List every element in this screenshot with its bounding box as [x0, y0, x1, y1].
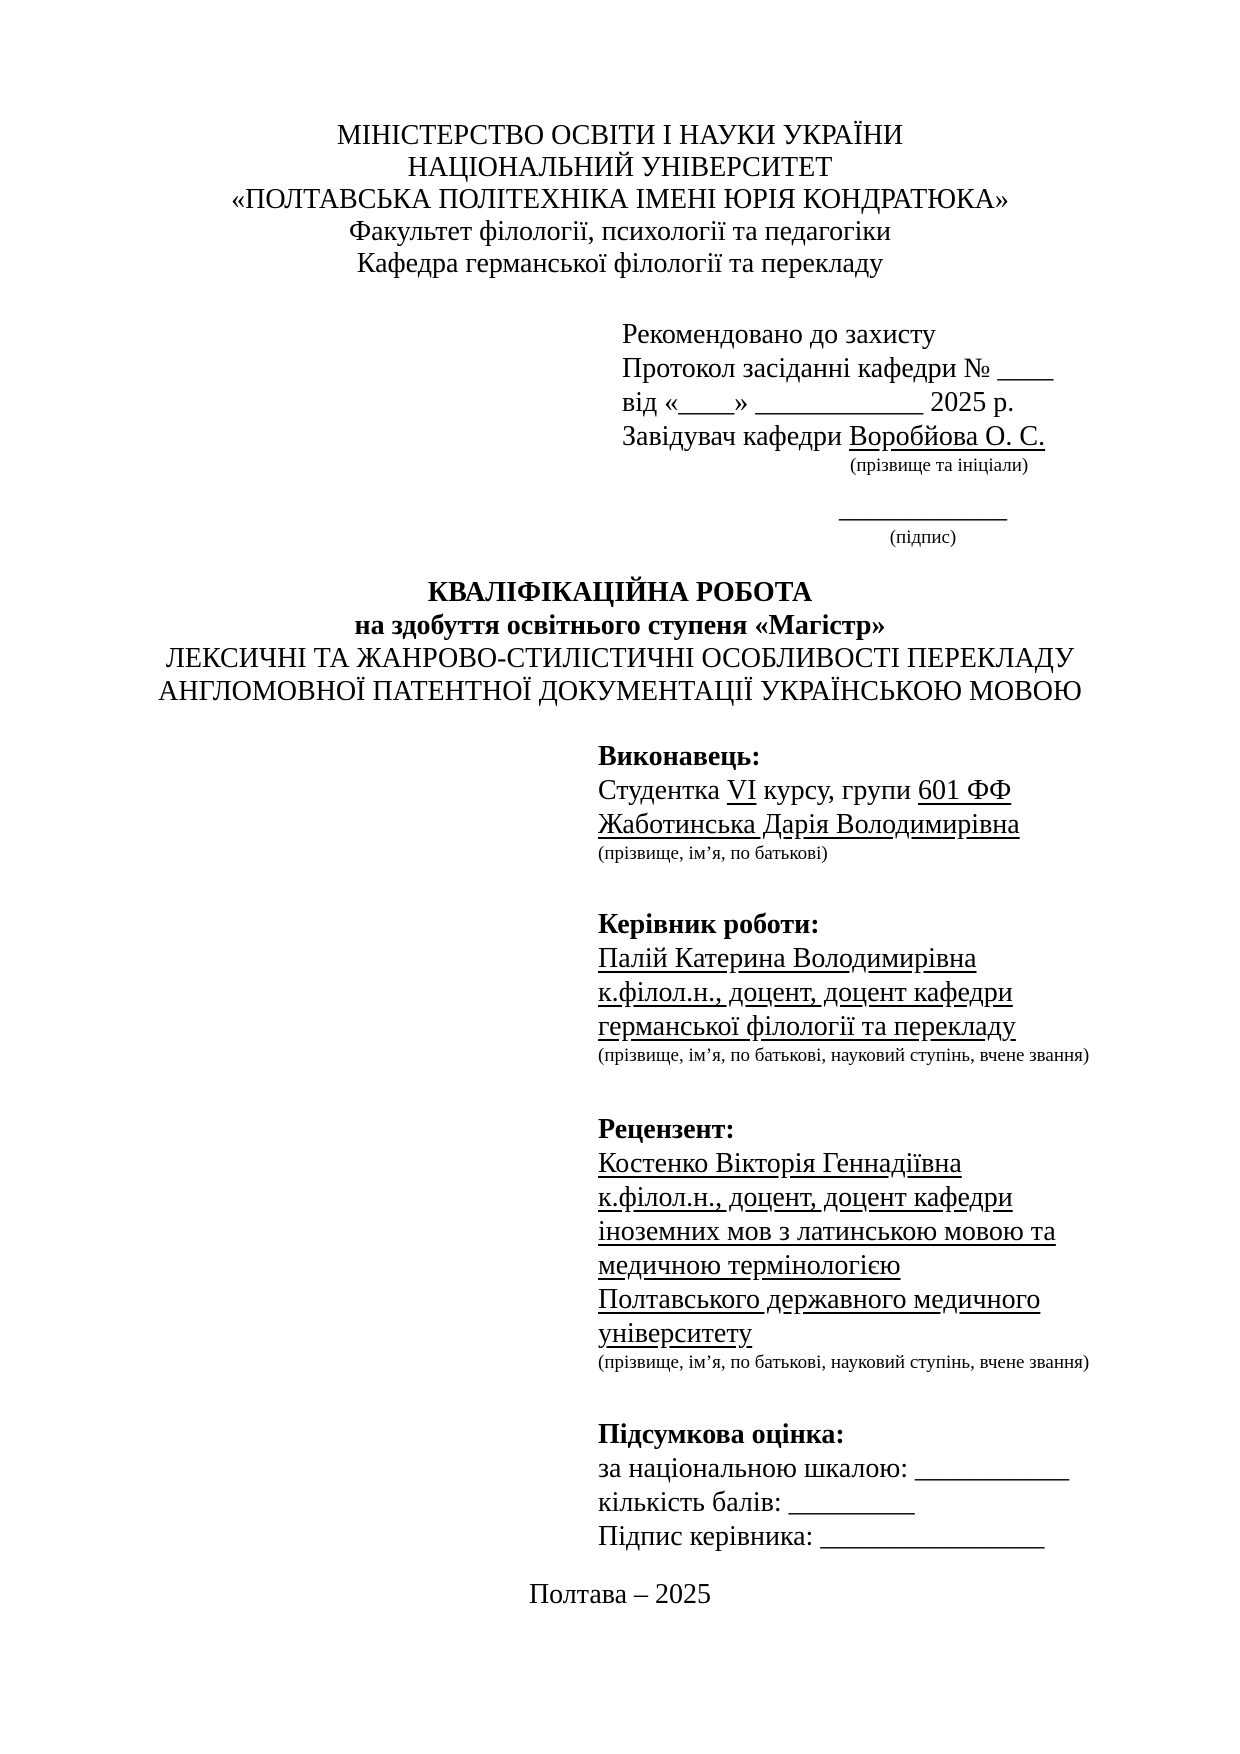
supervisor-label: Керівник роботи: [598, 909, 820, 940]
supervisor-block [598, 908, 1198, 1067]
executor-caption: (прізвище, ім’я, по батькові) [598, 843, 828, 864]
work-type-line: КВАЛІФІКАЦІЙНА РОБОТА [427, 577, 813, 608]
reviewer-department-line-2: медичною термінологією [598, 1250, 901, 1281]
reviewer-block [598, 1113, 1198, 1374]
approval-recommended-line: Рекомендовано до захисту [622, 319, 936, 350]
executor-course-number: VI [726, 775, 757, 806]
university-header [25, 120, 1215, 280]
signature-area [833, 492, 1013, 549]
executor-group-number: 601 ФФ [918, 775, 1012, 806]
reviewer-label: Рецензент: [598, 1114, 735, 1145]
approval-date-line: від «____» ____________ 2025 р. [622, 387, 1015, 418]
executor-name: Жаботинська Дарія Володимирівна [598, 809, 1020, 840]
executor-label: Виконавець: [598, 741, 761, 772]
grade-supervisor-signature-line: Підпис керівника: ________________ [598, 1521, 1045, 1552]
supervisor-degree-line: к.філол.н., доцент, доцент кафедри [598, 977, 1013, 1008]
head-name: Воробйова О. С. [848, 421, 1046, 452]
city-year-footer: Полтава – 2025 [528, 1579, 712, 1610]
supervisor-caption: (прізвище, ім’я, по батькові, науковий ступінь, вчене звання) [598, 1045, 1090, 1066]
reviewer-university-line-1: Полтавського державного медичного [598, 1284, 1041, 1315]
approval-protocol-line: Протокол засіданні кафедри № ____ [622, 353, 1054, 384]
university-line: НАЦІОНАЛЬНИЙ УНІВЕРСИТЕТ [407, 152, 833, 183]
reviewer-name: Костенко Вікторія Геннадіївна [598, 1148, 962, 1179]
faculty-line: Факультет філології, психології та педагогіки [349, 216, 891, 247]
thesis-title-block [25, 576, 1215, 708]
university-name-line: «ПОЛТАВСЬКА ПОЛІТЕХНІКА ІМЕНІ ЮРІЯ КОНДРАТЮКА» [231, 184, 1009, 215]
grade-block [598, 1418, 1198, 1554]
supervisor-name: Палій Катерина Володимирівна [598, 943, 977, 974]
head-name-caption: (прізвище та ініціали) [850, 455, 1029, 476]
executor-course-line [598, 774, 1198, 808]
reviewer-department-line-1: іноземних мов з латинською мовою та [598, 1216, 1056, 1247]
signature-caption: (підпис) [889, 527, 957, 548]
supervisor-department-line: германської філології та перекладу [598, 1011, 1016, 1042]
grade-national-scale-line: за національною шкалою: ___________ [598, 1453, 1070, 1484]
thesis-title-line-2: АНГЛОМОВНОЇ ПАТЕНТНОЇ ДОКУМЕНТАЦІЇ УКРАЇНСЬКОЮ МОВОЮ [158, 676, 1082, 707]
approval-head-line [622, 420, 1182, 454]
signature-line: ____________ [839, 493, 1007, 524]
executor-block [598, 740, 1198, 865]
degree-line: на здобуття освітнього ступеня «Магістр» [354, 610, 886, 641]
grade-label: Підсумкова оцінка: [598, 1419, 845, 1450]
executor-course-prefix: Студентка [598, 775, 727, 806]
reviewer-university-line-2: університету [598, 1318, 753, 1349]
head-label: Завідувач кафедри [622, 421, 849, 452]
department-line: Кафедра германської філології та перекладу [356, 248, 884, 279]
thesis-title-line-1: ЛЕКСИЧНІ ТА ЖАНРОВО-СТИЛІСТИЧНІ ОСОБЛИВОСТІ ПЕРЕКЛАДУ [165, 643, 1075, 674]
approval-block [622, 318, 1182, 477]
grade-points-line: кількість балів: _________ [598, 1487, 915, 1518]
ministry-line: МІНІСТЕРСТВО ОСВІТИ І НАУКИ УКРАЇНИ [336, 120, 904, 151]
reviewer-degree-line: к.філол.н., доцент, доцент кафедри [598, 1182, 1013, 1213]
reviewer-caption: (прізвище, ім’я, по батькові, науковий ступінь, вчене звання) [598, 1352, 1090, 1373]
executor-group-prefix: курсу, групи [756, 775, 919, 806]
